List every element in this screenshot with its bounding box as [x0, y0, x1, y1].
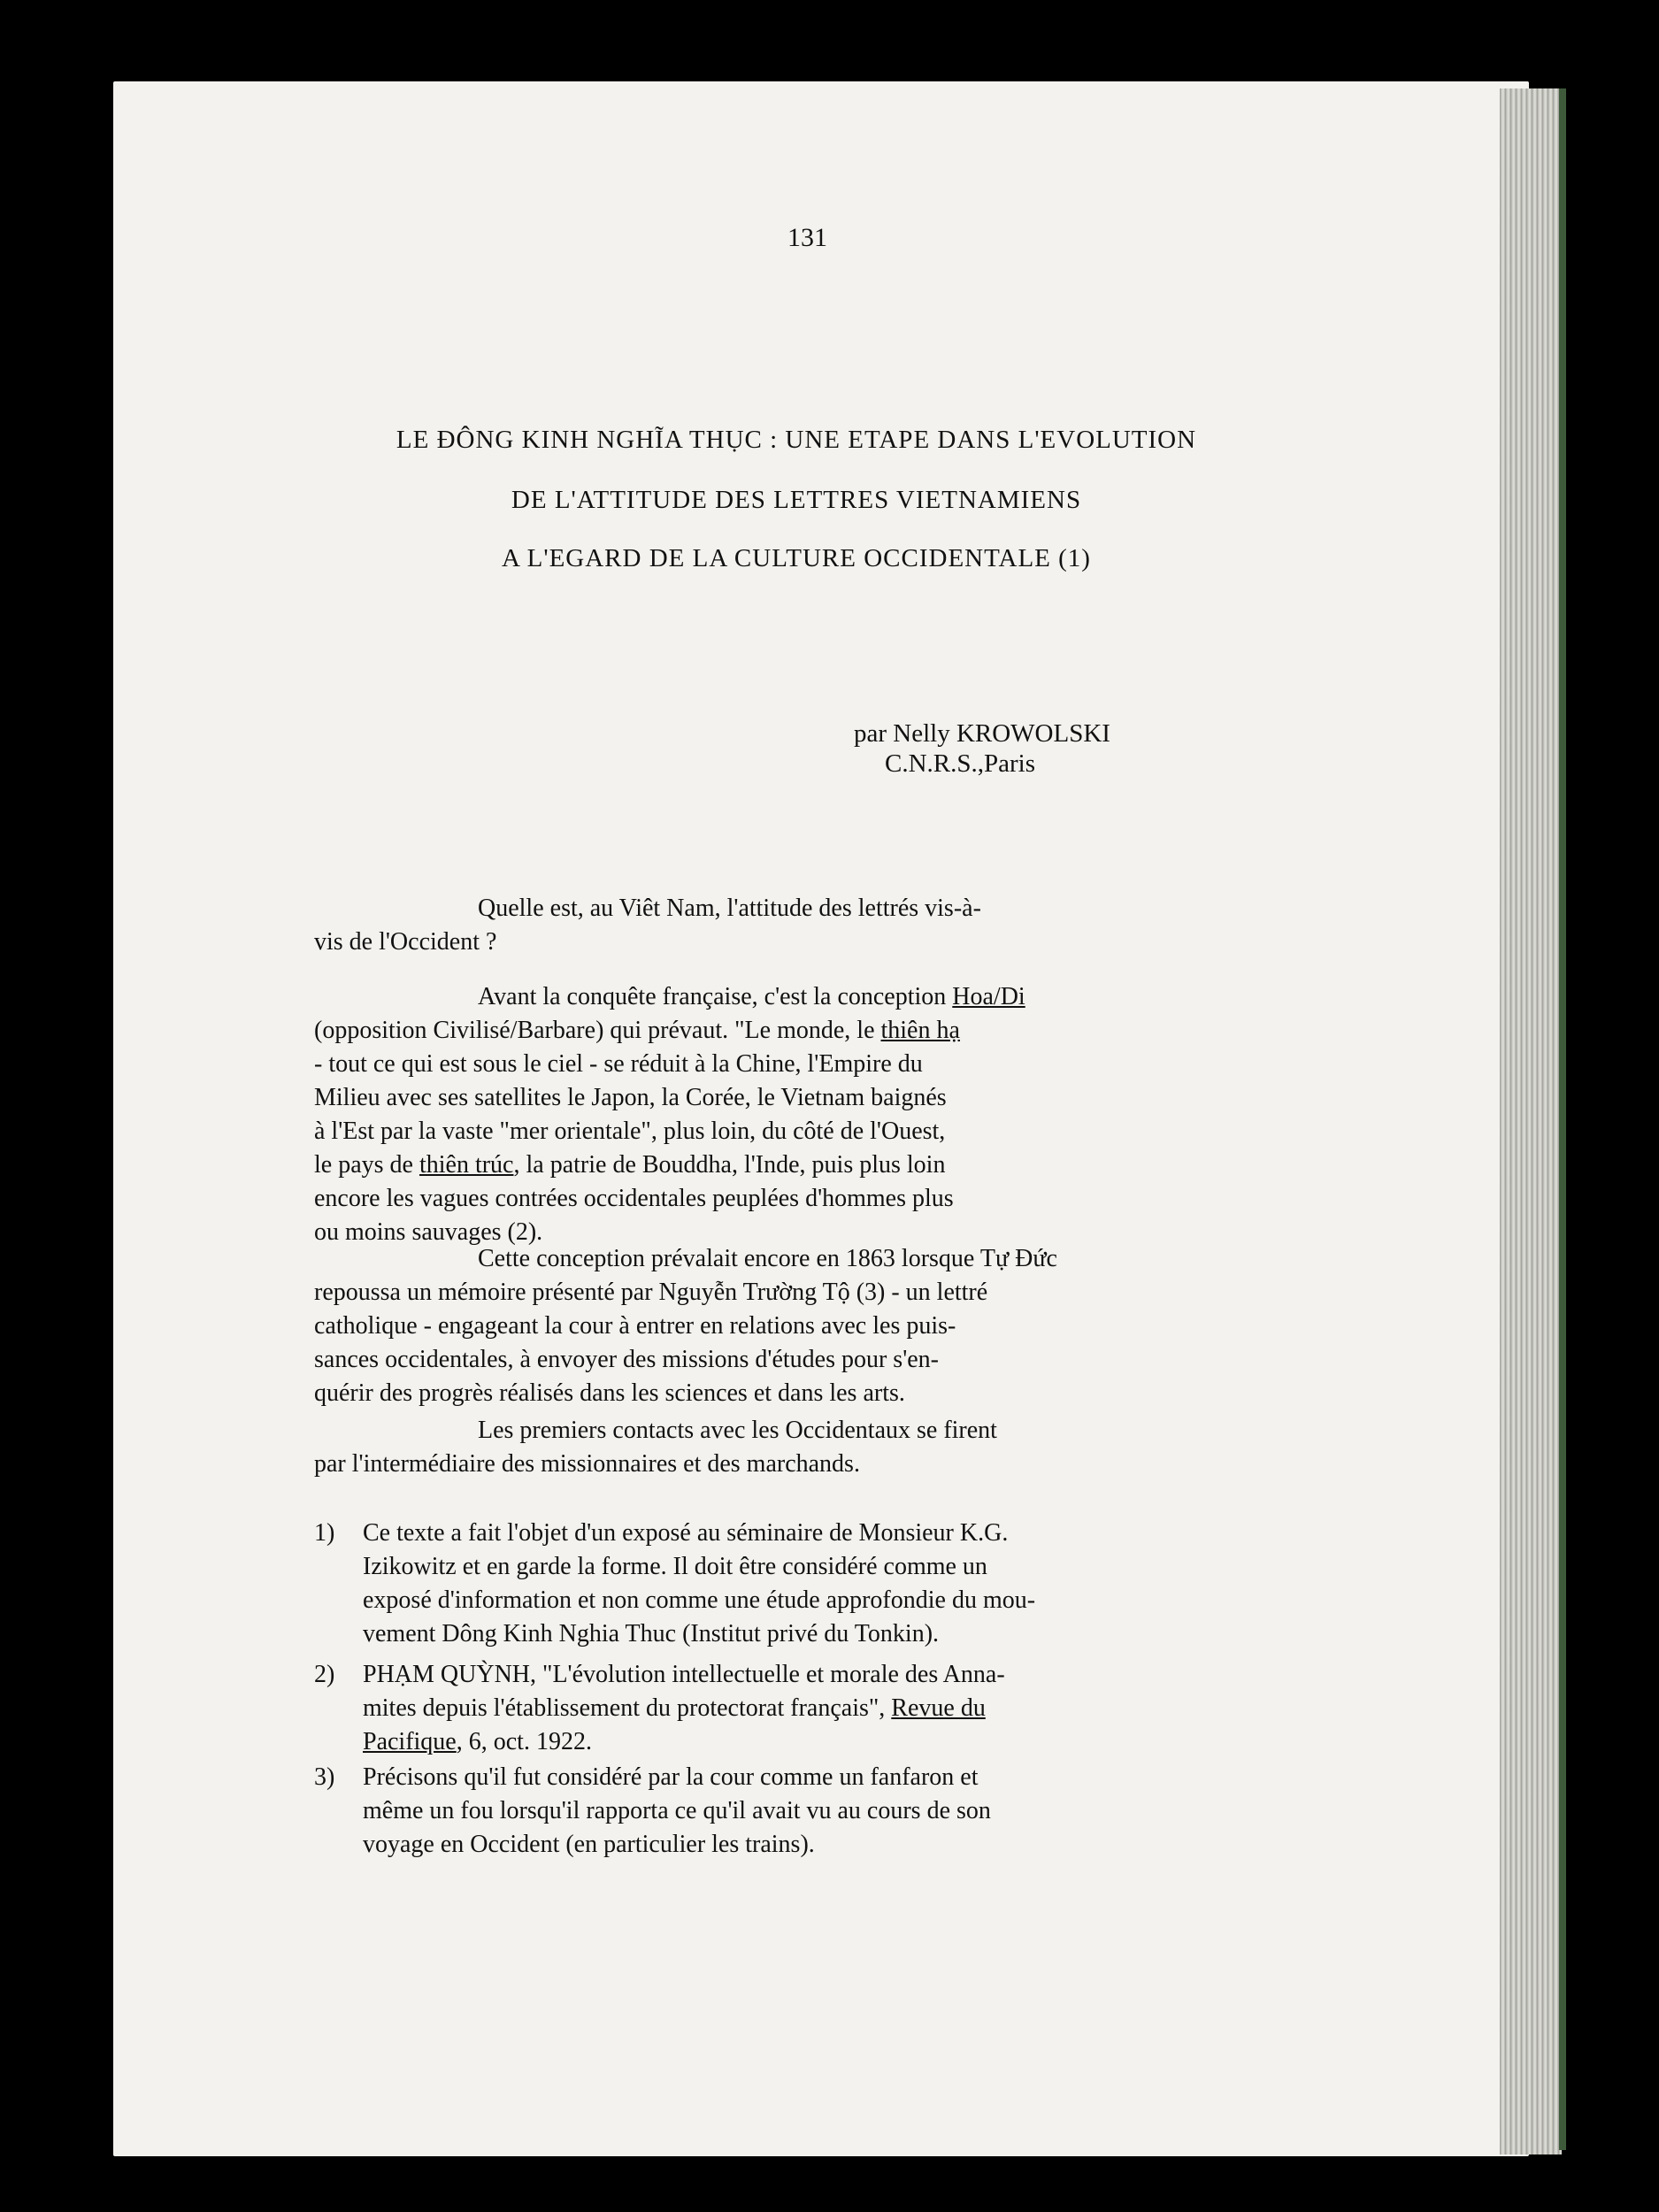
journal-title-part-2: Pacifique [363, 1728, 457, 1755]
p3-line-3: catholique - engageant la cour à entrer en relations avec les puis- [314, 1312, 956, 1340]
title-line-2: DE L'ATTITUDE DES LETTRES VIETNAMIENS [511, 486, 1082, 514]
p3-line-4: sances occidentales, à envoyer des missions d'études pour s'en- [314, 1346, 940, 1373]
footnote-1 [314, 1517, 1332, 1651]
title-line-3: A L'EGARD DE LA CULTURE OCCIDENTALE (1) [502, 544, 1091, 572]
paragraph-1 [314, 892, 1305, 959]
p2-line-1 [314, 980, 1305, 1014]
page-number: 131 [787, 223, 827, 252]
footnote-1-line-3: exposé d'information et non comme une étude approfondie du mou- [363, 1586, 1036, 1614]
footnote-1-line-1 [314, 1519, 1008, 1547]
footnote-3-line-2: même un fou lorsqu'il rapporta ce qu'il avait vu au cours de son [363, 1797, 991, 1824]
journal-title-part-1: Revue du [891, 1694, 986, 1722]
p1-line-2: vis de l'Occident ? [314, 928, 497, 956]
p2-line-4: Milieu avec ses satellites le Japon, la Corée, le Vietnam baignés [314, 1084, 947, 1111]
footnote-1-line-4: vement Dông Kinh Nghia Thuc (Institut privé du Tonkin). [363, 1620, 940, 1647]
p3-line-1: Cette conception prévalait encore en 1863 lorsque Tự Đức [478, 1245, 1057, 1272]
footnote-2-line-2-text: mites depuis l'établissement du protectorat français", [363, 1694, 892, 1722]
p1-line-1: Quelle est, au Viêt Nam, l'attitude des lettrés vis-à- [478, 895, 981, 922]
footnote-2-line-3-text: , 6, oct. 1922. [456, 1728, 592, 1755]
author-name: par Nelly KROWOLSKI [854, 719, 1110, 748]
p2-line-6 [314, 1148, 1305, 1182]
footnote-3-text: Précisons qu'il fut considéré par la cour comme un fanfaron et [363, 1763, 979, 1791]
footnote-2-text: PHẠM QUỲNH, "L'évolution intellectuelle et morale des Anna- [363, 1661, 1005, 1688]
p2-line-2 [314, 1014, 1305, 1048]
footnote-1-line-2: Izikowitz et en garde la forme. Il doit être considéré comme un [363, 1553, 987, 1580]
p2-line-2-text: (opposition Civilisé/Barbare) qui prévaut. "Le monde, le [314, 1017, 881, 1044]
p2-line-1-text: Avant la conquête française, c'est la conception [478, 983, 953, 1010]
footnote-3-line-3: voyage en Occident (en particulier les trains). [363, 1831, 815, 1858]
footnote-1-text: Ce texte a fait l'objet d'un exposé au séminaire de Monsieur K.G. [363, 1519, 1009, 1547]
p4-line-2: par l'intermédiaire des missionnaires et des marchands. [314, 1450, 860, 1478]
footnote-3-line-1 [314, 1763, 978, 1791]
footnote-1-number: 1) [314, 1519, 335, 1547]
p2-line-6-text-c: , la patrie de Bouddha, l'Inde, puis plus loin [513, 1151, 946, 1179]
footnote-2-number: 2) [314, 1661, 335, 1688]
footnote-3-number: 3) [314, 1763, 335, 1791]
p2-line-5: à l'Est par la vaste "mer orientale", plus loin, du côté de l'Ouest, [314, 1118, 946, 1145]
title-line-1: LE ĐÔNG KINH NGHĨA THỤC : UNE ETAPE DANS L'EVOLUTION [396, 426, 1197, 454]
paragraph-3 [314, 1242, 1305, 1410]
book-cover-edge [1559, 88, 1566, 2150]
footnote-2 [314, 1658, 1332, 1759]
p3-line-2: repoussa un mémoire présenté par Nguyễn Trường Tộ (3) - un lettré [314, 1279, 988, 1306]
paragraph-2 [314, 980, 1305, 1249]
author-affiliation: C.N.R.S.,Paris [885, 749, 1036, 778]
p2-line-3: - tout ce qui est sous le ciel - se réduit à la Chine, l'Empire du [314, 1050, 923, 1078]
p2-line-6-text-a: le pays de [314, 1151, 419, 1179]
term-hoa-di: Hoa/Di [952, 983, 1025, 1010]
footnote-2-line-2 [314, 1692, 1332, 1725]
page-edges [1500, 88, 1562, 2154]
p3-line-5: quérir des progrès réalisés dans les sciences et dans les arts. [314, 1379, 905, 1407]
footnote-2-line-1 [314, 1661, 1005, 1688]
p2-line-8: ou moins sauvages (2). [314, 1218, 543, 1246]
p4-line-1: Les premiers contacts avec les Occidentaux se firent [478, 1417, 997, 1444]
term-thien-truc: thiên trúc [419, 1151, 514, 1179]
term-thien-ha: thiên hạ [880, 1017, 960, 1044]
footnote-3 [314, 1761, 1332, 1862]
paragraph-4 [314, 1414, 1305, 1481]
footnote-2-line-3 [314, 1725, 1332, 1759]
p2-line-7: encore les vagues contrées occidentales peuplées d'hommes plus [314, 1185, 954, 1212]
